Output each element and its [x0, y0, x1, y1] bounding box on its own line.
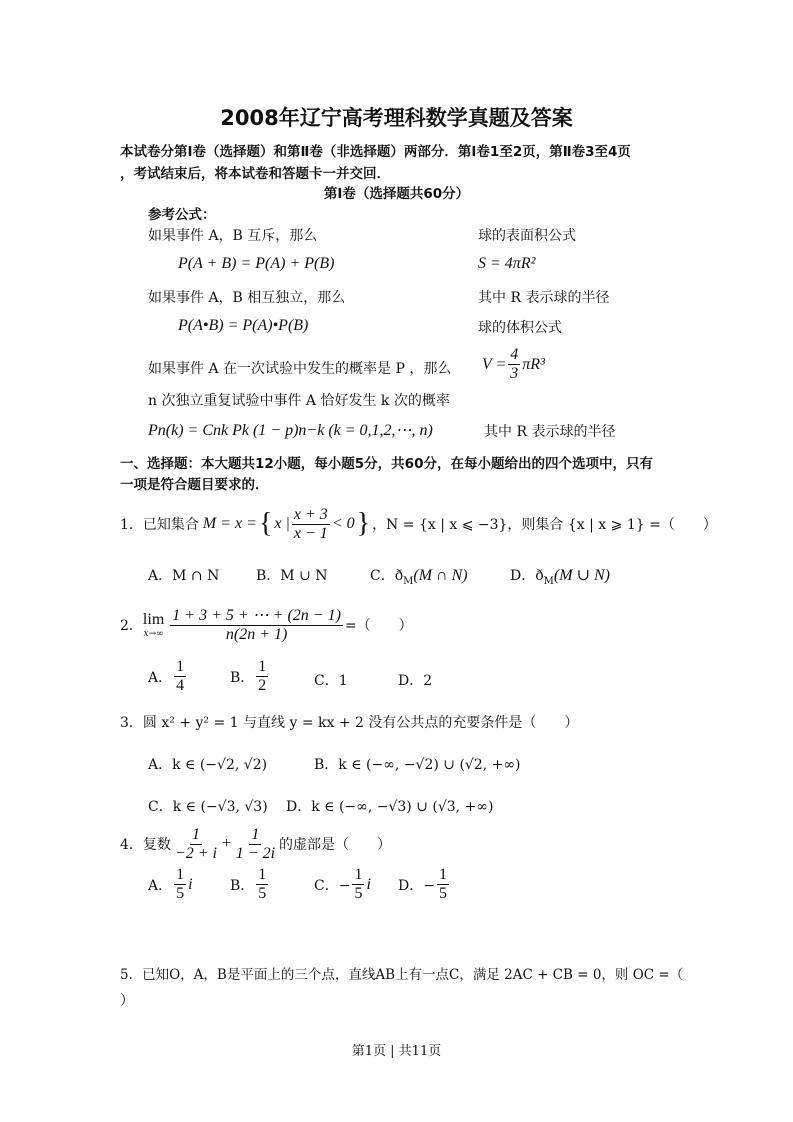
q4-f2-den: 1 − 2i [235, 844, 276, 862]
q2-option-a [148, 658, 188, 695]
formula-exclusive-text: 如果事件 A，B 互斥，那么 [148, 228, 318, 244]
formula-binomial-math: Pn(k) = Cnk Pk (1 − p)n−k (k = 0,1,2,⋯, n) [148, 422, 433, 439]
volume-den: 3 [510, 365, 519, 382]
ref-formula-title: 参考公式： [148, 207, 216, 223]
q4-b-num: 1 [258, 866, 267, 883]
section1-title: 第Ⅰ卷（选择题共60分） [323, 186, 470, 202]
q1-c-sub: M [403, 575, 414, 587]
q1-option-d [510, 565, 610, 587]
q2-den: n(2n + 1) [225, 625, 288, 643]
q4-frac-1 [173, 826, 219, 863]
q4-d-label: D．− [398, 877, 435, 894]
q4-c-num: 1 [354, 866, 363, 883]
volume-prefix: V = [482, 355, 507, 373]
q4-option-c [314, 866, 371, 903]
q2-b-num: 1 [258, 658, 267, 675]
q4-f2-num: 1 [251, 825, 260, 843]
q2-b-den: 2 [258, 677, 267, 694]
q4-d-den: 5 [438, 885, 447, 902]
q1-option-c [370, 565, 468, 587]
q4-prefix: 4．复数 [120, 837, 171, 853]
q1-den: x − 1 [293, 524, 328, 542]
q3-option-a: A．k ∈ (−√2, √2) [148, 757, 268, 773]
q1-brace-open: { [258, 508, 273, 539]
q2-lim: lim [142, 611, 165, 628]
q4-a-frac [174, 866, 186, 903]
q4-d-num: 1 [438, 866, 447, 883]
q1-fraction [292, 506, 330, 543]
q4-option-a [148, 866, 193, 903]
q4-a-den: 5 [176, 885, 185, 902]
q4-frac-2 [234, 826, 277, 863]
volume-num: 4 [510, 346, 519, 363]
sphere-radius-note-1: 其中 R 表示球的半径 [478, 290, 610, 306]
q3-option-b: B．k ∈ (−∞, −√2) ∪ (√2, +∞) [314, 757, 521, 773]
q2-tail: =（ ） [344, 618, 413, 634]
q4-c-tail: i [366, 875, 371, 893]
question-5-stem-cont: ） [120, 993, 134, 1009]
q1-n-set: ，N = {x | x ⩽ −3}，则集合 {x | x ⩾ 1} =（ ） [372, 517, 717, 533]
q4-tail: 的虚部是（ ） [279, 837, 392, 853]
q2-fraction [170, 607, 343, 644]
page-footer: 第1页 | 共11页 [351, 1044, 442, 1059]
q1-d-tail: (M ∪ N) [553, 567, 610, 584]
q4-f1-num: 1 [191, 825, 200, 843]
q2-option-c: C．1 [314, 673, 348, 689]
q1-x: x | [274, 515, 290, 532]
q4-c-label: C．− [314, 877, 351, 894]
q1-c-label: C．ð [370, 568, 404, 584]
q2-a-label: A． [148, 669, 173, 686]
formula-exclusive-math: P(A + B) = P(A) + P(B) [178, 255, 335, 272]
q4-b-label: B． [230, 877, 255, 894]
sphere-volume-math [482, 346, 545, 383]
formula-prob-text: 如果事件 A 在一次试验中发生的概率是 P ，那么 [148, 361, 452, 377]
q2-num: 1 + 3 + 5 + ⋯ + (2n − 1) [172, 606, 341, 624]
q2-option-b [230, 658, 270, 695]
q1-prefix: 1．已知集合 [120, 517, 199, 533]
q1-d-sub: M [543, 575, 554, 587]
q4-plus: + [220, 835, 232, 852]
q3-option-d: D．k ∈ (−∞, −√3) ∪ (√3, +∞) [286, 799, 494, 815]
q1-m-eq: M = x = [202, 515, 257, 532]
volume-fraction [508, 346, 520, 383]
q4-b-frac [256, 866, 268, 903]
q3-option-c: C．k ∈ (−√3, √3) [148, 799, 268, 815]
q4-a-tail: i [188, 875, 193, 893]
q2-limit [143, 611, 164, 639]
q2-lim-sub: x→∞ [143, 629, 164, 639]
intro-line-1: 本试卷分第Ⅰ卷（选择题）和第Ⅱ卷（非选择题）两部分．第Ⅰ卷1至2页，第Ⅱ卷3至4页 [120, 144, 631, 160]
q2-a-frac [174, 658, 186, 695]
part1-heading-line-2: 一项是符合题目要求的． [120, 477, 269, 493]
q4-option-d [398, 866, 451, 903]
q4-b-den: 5 [258, 885, 267, 902]
sphere-surface-math: S = 4πR² [478, 255, 536, 272]
q4-c-den: 5 [354, 885, 363, 902]
q2-a-num: 1 [176, 658, 185, 675]
q4-c-frac [352, 866, 364, 903]
question-1-stem [120, 504, 717, 544]
sphere-volume-label: 球的体积公式 [478, 320, 562, 336]
q1-num: x + 3 [293, 505, 328, 523]
formula-independent-text: 如果事件 A，B 相互独立，那么 [148, 290, 346, 306]
volume-suffix: πR³ [522, 355, 545, 373]
q1-option-b: B．M ∪ N [256, 568, 328, 584]
q2-a-den: 4 [176, 677, 185, 694]
question-4-stem [120, 822, 391, 866]
formula-binomial-text: n 次独立重复试验中事件 A 恰好发生 k 次的概率 [148, 393, 450, 409]
q1-option-a: A．M ∩ N [148, 568, 220, 584]
sphere-radius-note-2: 其中 R 表示球的半径 [484, 424, 616, 440]
formula-independent-math: P(A•B) = P(A)•P(B) [178, 317, 309, 334]
q1-brace-close: } [356, 508, 371, 539]
q2-option-d: D．2 [398, 673, 433, 689]
q4-a-num: 1 [176, 866, 185, 883]
intro-line-2: ，考试结束后，将本试卷和答题卡一并交回． [120, 166, 390, 182]
q4-option-b [230, 866, 270, 903]
sphere-surface-label: 球的表面积公式 [478, 228, 576, 244]
page-title: 2008年辽宁高考理科数学真题及答案 [220, 106, 573, 130]
part1-heading-line-1: 一、选择题：本大题共12小题，每小题5分，共60分，在每小题给出的四个选项中，只有 [120, 456, 653, 472]
q1-set-tail: < 0 [331, 515, 355, 532]
q1-c-tail: (M ∩ N) [413, 567, 468, 584]
q4-f1-den: −2 + i [174, 844, 217, 862]
q2-prefix: 2． [120, 618, 143, 634]
q4-d-frac [437, 866, 449, 903]
question-2-stem [120, 602, 413, 648]
question-5-stem: 5．已知O，A，B是平面上的三个点，直线AB上有一点C，满足 2AC + CB = 0，则 OC =（ [120, 967, 684, 983]
q2-b-frac [256, 658, 268, 695]
q4-a-label: A． [148, 877, 173, 894]
q2-b-label: B． [230, 669, 255, 686]
q1-d-label: D．ð [510, 568, 544, 584]
question-3-stem: 3．圆 x² + y² = 1 与直线 y = kx + 2 没有公共点的充要条件是（ ） [120, 715, 579, 731]
